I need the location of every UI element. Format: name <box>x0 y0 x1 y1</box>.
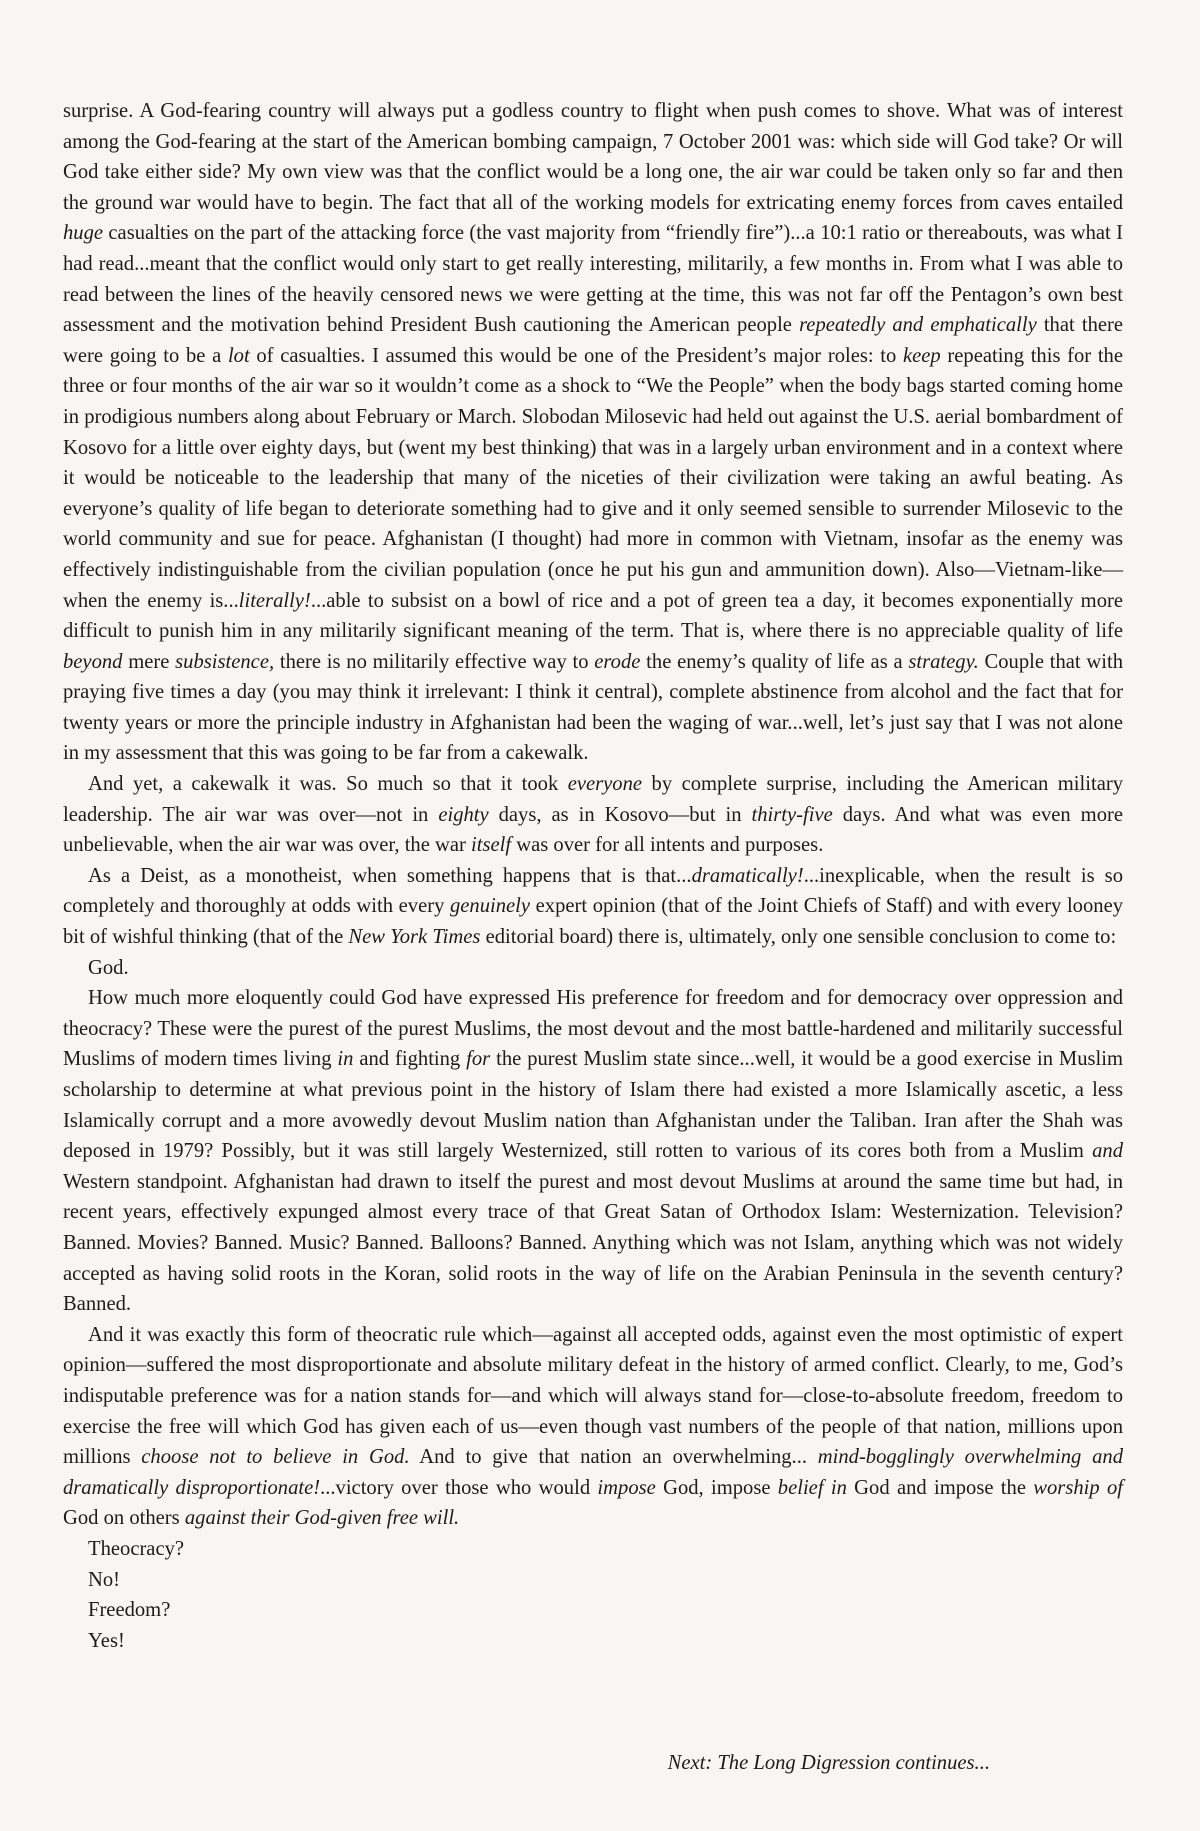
emphasis-text: belief in <box>777 1476 847 1499</box>
emphasis-text: lot <box>227 344 250 367</box>
emphasis-text: for <box>466 1048 491 1071</box>
text-run: mere <box>122 650 176 673</box>
text-run: casualties on the part of the attacking force (the vast majority from “friendly fire”)...a 10:1 ratio or thereabouts, was what I had read...meant that the conflict would only start to get really interesting, militarily, a few months in. From what I was able to read between the lines of the heavily censored news we were getting at the time, this was not far off the Pentagon’s own best assessment and the motivation behind President Bush cautioning the American people <box>63 222 1123 337</box>
text-run: of casualties. I assumed this would be one of the President’s major roles: to <box>249 344 903 367</box>
text-run: ...inexplicable, when the result is so completely and thoroughly at odds with every <box>63 864 1123 918</box>
text-run: the purest Muslim state since...well, it would be a good exercise in Muslim scholarship to determine at what previous point in the history of Islam there had existed a more Islamically ascetic, a less Islamically corrupt and a more avowedly devout Muslim nation than Afghanistan under the Taliban. Iran after the Shah was deposed in 1979? Possibly, but it was still largely Westernized, still rotten to various of its cores both from a Muslim <box>63 1048 1124 1163</box>
next-installment-note: Next: The Long Digression continues... <box>667 1752 990 1774</box>
text-run: And to give that nation an overwhelming... <box>409 1446 818 1469</box>
paragraph-p5 <box>63 983 1123 1320</box>
emphasis-text: keep <box>903 344 941 367</box>
emphasis-text: itself <box>471 834 512 857</box>
emphasis-text: thirty-five <box>751 803 833 826</box>
text-run: editorial board) there is, ultimately, only one sensible conclusion to come to: <box>480 926 1117 949</box>
emphasis-text: choose not to believe in God. <box>141 1446 410 1469</box>
emphasis-text: impose <box>597 1476 656 1499</box>
closing-line: Yes! <box>88 1629 125 1652</box>
emphasis-text: dramatically! <box>691 864 804 887</box>
text-run: As a Deist, as a monotheist, when something happens that is that... <box>88 864 692 887</box>
text-run: by complete surprise, including the American military leadership. The air war was over—not in <box>63 773 1123 826</box>
text-run: that there were going to be a <box>63 314 1123 367</box>
text-run: ...able to subsist on a bowl of rice and a pot of green tea a day, it becomes exponentially more difficult to punish him in any militarily significant meaning of the term. That is, where there is no appreciable quality of life <box>63 589 1123 643</box>
body-text <box>63 96 1123 1534</box>
text-run: God. <box>88 956 129 979</box>
closing-lines <box>63 1534 1123 1656</box>
text-run: And it was exactly this form of theocratic rule which—against all accepted odds, against even the most optimistic of expert opinion—suffered the most disproportionate and absolute military defeat in the history of armed conflict. Clearly, to me, God’s indisputable preference was for a nation stands for—and which will always stand for—close-to-absolute freedom, freedom to exercise the free will which God has given each of us—even though vast numbers of the people of that nation, millions upon millions <box>63 1323 1123 1469</box>
emphasis-text: New York Times <box>348 926 481 949</box>
text-run: was over for all intents and purposes. <box>511 834 824 857</box>
emphasis-text: everyone <box>567 773 643 796</box>
emphasis-text: erode <box>594 650 641 673</box>
text-run: God on others <box>63 1507 185 1530</box>
text-run: surprise. A God-fearing country will always put a godless country to flight when push comes to shove. What was of interest among the God-fearing at the start of the American bombing campaign, 7 October 2001 was: which side will God take? Or will God take either side? My own view was that the conflict would be a long one, the air war could be taken only so far and then the ground war would have to begin. The fact that all of the working models for extricating enemy forces from caves entailed <box>63 100 1123 214</box>
closing-line: No! <box>88 1568 121 1591</box>
closing-line: Theocracy? <box>88 1537 185 1560</box>
paragraph-p3 <box>63 861 1123 953</box>
emphasis-text: subsistence, <box>175 650 275 673</box>
emphasis-text: strategy. <box>908 650 979 673</box>
paragraph-p2 <box>63 769 1123 861</box>
emphasis-text: and <box>1092 1140 1123 1163</box>
text-run: and fighting <box>353 1048 467 1071</box>
paragraph-p4 <box>63 953 1123 984</box>
text-run: And yet, a cakewalk it was. So much so that it took <box>88 773 568 796</box>
paragraph-p1 <box>63 96 1123 769</box>
text-run: repeating this for the three or four months of the air war so it wouldn’t come as a shock to “We the People” when the body bags started coming home in prodigious numbers along about February or March. Slobodan Milosevic had held out against the U.S. aerial bombardment of Kosovo for a little over eighty days, but (went my best thinking) that was in a largely urban environment and in a context where it would be noticeable to the leadership that many of the niceties of their civilization were taking an awful beating. As everyone’s quality of life began to deteriorate something had to give and it only seemed sensible to surrender Milosevic to the world community and sue for peace. Afghanistan (I thought) had more in common with Vietnam, insofar as the enemy was effectively indistinguishable from the civilian population (once he put his gun and ammunition down). Also—Vietnam-like—when the enemy is... <box>63 344 1123 612</box>
emphasis-text: genuinely <box>449 895 531 918</box>
text-run: Couple that with praying five times a day (you may think it irrelevant: I think it central), complete abstinence from alcohol and the fact that for twenty years or more the principle industry in Afghanistan had been the waging of war...well, let’s just say that I was not alone in my assessment that this was going to be far from a cakewalk. <box>63 650 1123 765</box>
emphasis-text: huge <box>63 222 104 245</box>
emphasis-text: beyond <box>63 650 123 673</box>
text-run: there is no militarily effective way to <box>274 650 595 673</box>
paragraph-p6 <box>63 1320 1123 1534</box>
text-run: days. And what was even more unbelievable, when the air war was over, the war <box>63 803 1123 857</box>
emphasis-text: mind-bogglingly overwhelming and dramatically disproportionate! <box>63 1446 1124 1499</box>
text-run: Western standpoint. Afghanistan had drawn to itself the purest and most devout Muslims at around the same time but had, in recent years, effectively expunged almost every trace of that Great Satan of Orthodox Islam: Westernization. Television? Banned. Movies? Banned. Music? Banned. Balloons? Banned. Anything which was not Islam, anything which was not widely accepted as having solid roots in the Koran, solid roots in the way of life on the Arabian Peninsula in the seventh century? Banned. <box>63 1170 1123 1316</box>
emphasis-text: literally! <box>238 589 311 612</box>
emphasis-text: worship of <box>1033 1476 1123 1499</box>
emphasis-text: against their God-given free will. <box>184 1507 460 1530</box>
text-run: How much more eloquently could God have expressed His preference for freedom and for democracy over oppression and theocracy? These were the purest of the purest Muslims, the most devout and the most battle-hardened and militarily successful Muslims of modern times living <box>63 987 1123 1071</box>
closing-line: Freedom? <box>88 1599 171 1622</box>
text-run: days, as in Kosovo—but in <box>488 803 752 826</box>
emphasis-text: in <box>337 1048 354 1071</box>
text-run: God and impose the <box>846 1476 1034 1499</box>
text-run: the enemy’s quality of life as a <box>640 650 909 673</box>
emphasis-text: repeatedly and emphatically <box>799 314 1037 337</box>
text-run: God, impose <box>655 1476 778 1499</box>
emphasis-text: eighty <box>438 803 489 826</box>
text-run: expert opinion (that of the Joint Chiefs of Staff) and with every looney bit of wishful thinking (that of the <box>63 895 1124 949</box>
text-run: ...victory over those who would <box>320 1476 598 1499</box>
